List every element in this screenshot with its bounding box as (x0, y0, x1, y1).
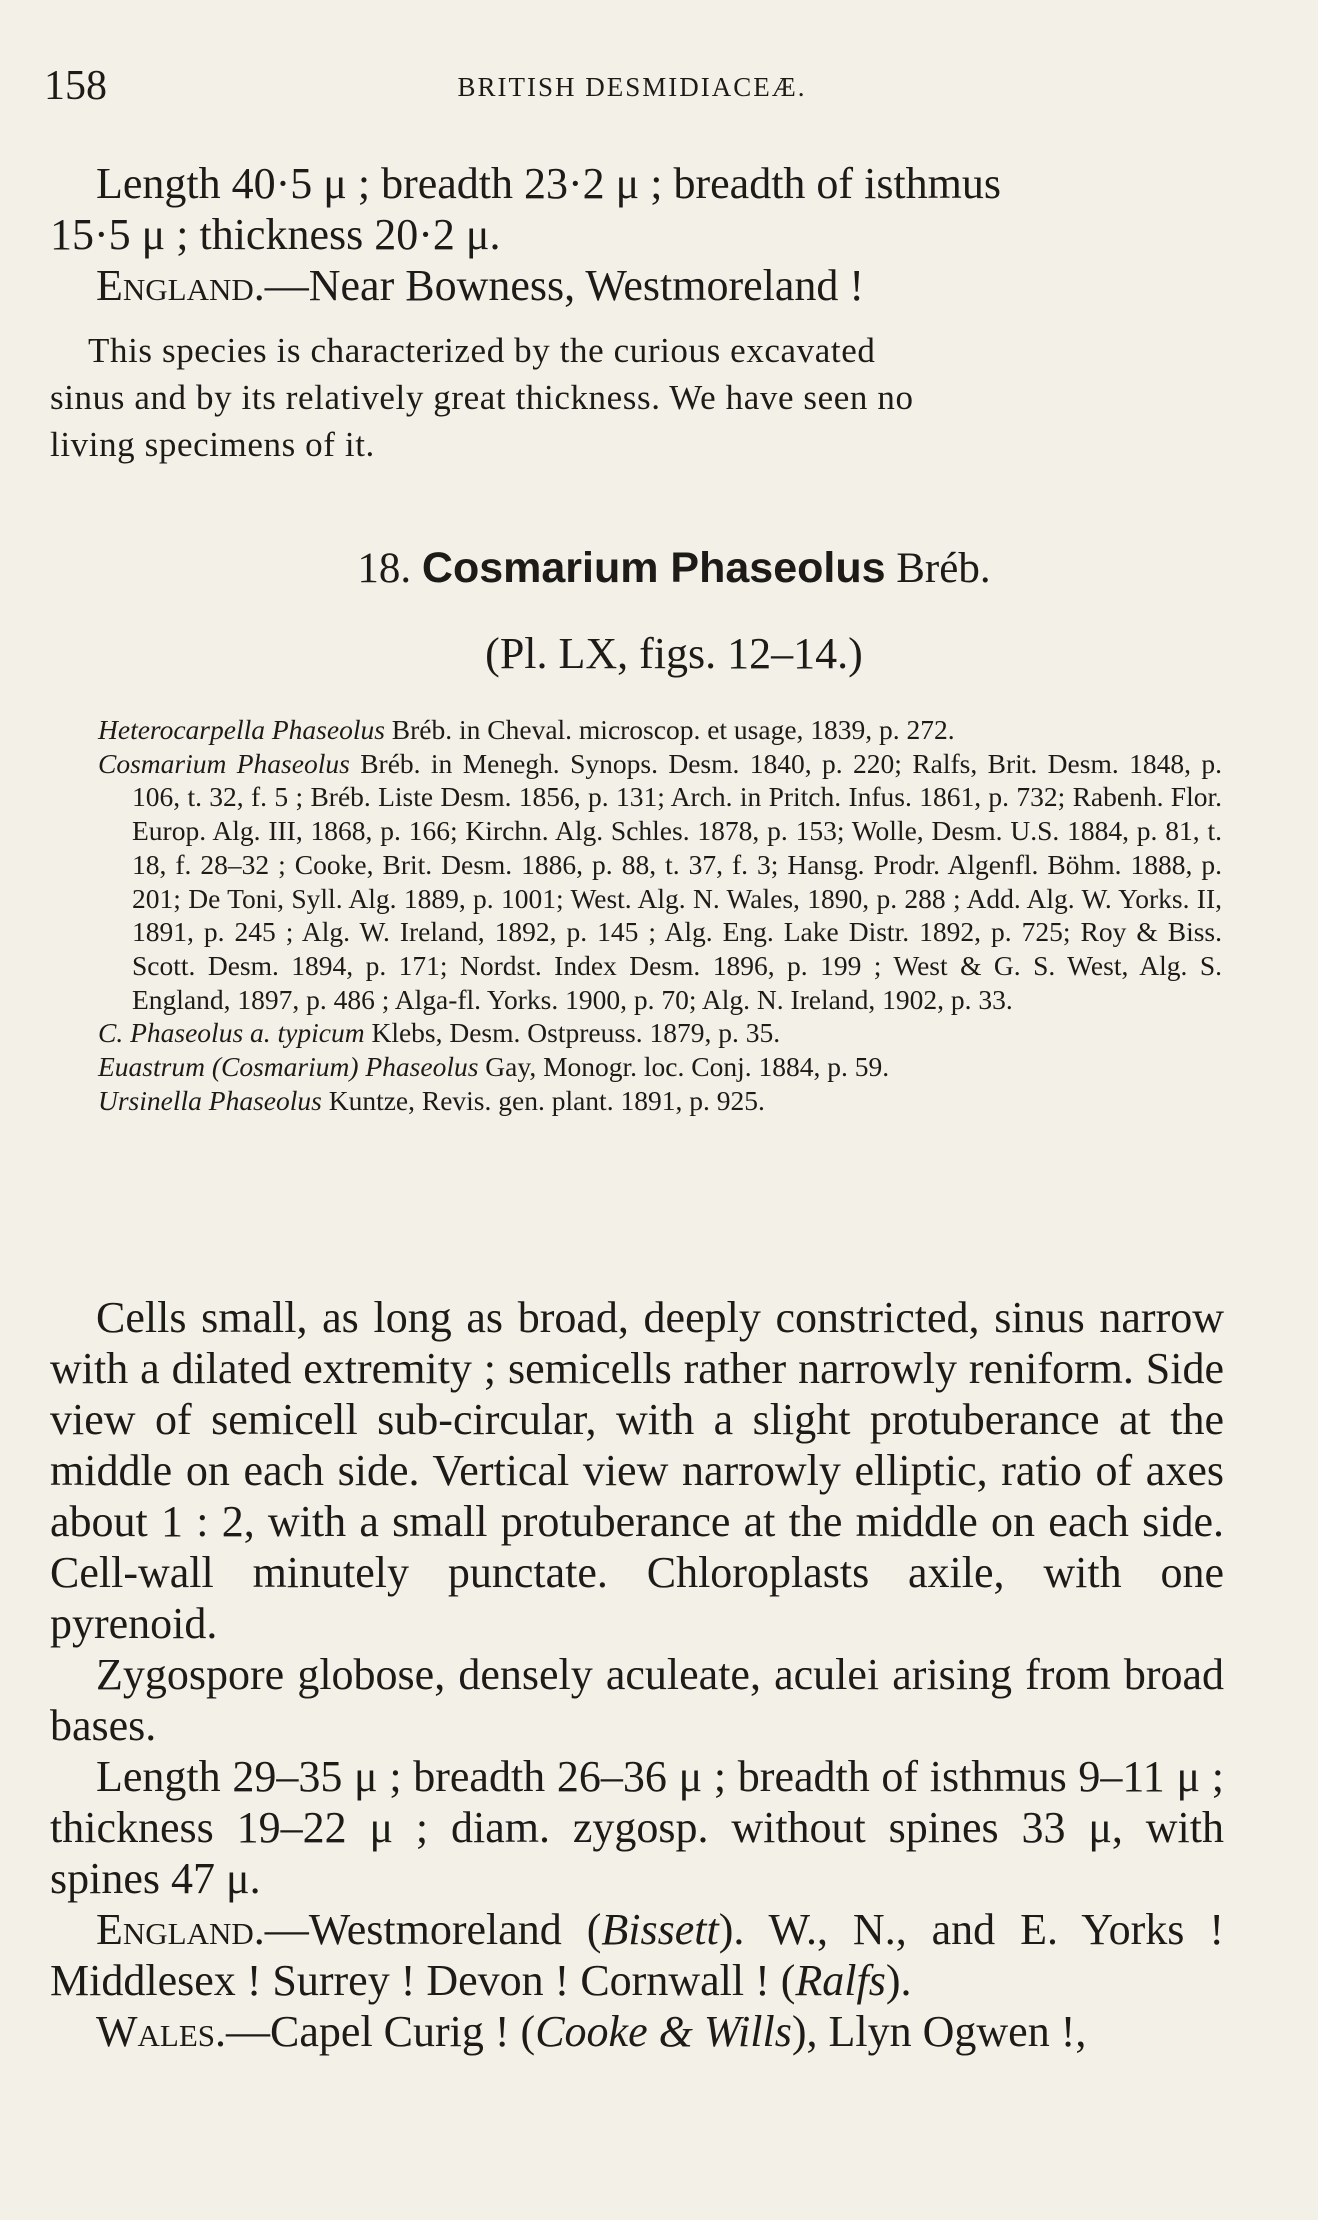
distribution-england: England.—Westmoreland (Bissett). W., N., and E. Yorks ! Middlesex ! Surrey ! Devon ! Cornwall ! (Ralfs). (50, 1905, 1224, 2005)
locality-england (50, 260, 1224, 311)
plate-reference: (Pl. LX, figs. 12–14.) (485, 629, 863, 678)
species-number: 18. (357, 545, 412, 592)
note-line-1: This species is characterized by the curious excavated (88, 331, 876, 370)
measurement-line-2: 15·5 μ ; thickness 20·2 μ. (50, 210, 501, 259)
running-title: BRITISH DESMIDIACEÆ. (457, 72, 807, 102)
distribution-wales: Wales.—Capel Curig ! (Cooke & Wills), Llyn Ogwen !, (96, 2007, 1087, 2056)
note-line-2: sinus and by its relatively great thickness. We have seen no (50, 378, 914, 417)
description-zygospore: Zygospore globose, densely aculeate, aculei arising from broad bases. (50, 1650, 1224, 1750)
synonym-entry: C. Phaseolus a. typicum Klebs, Desm. Ostpreuss. 1879, p. 35. (98, 1017, 781, 1049)
page-header (44, 62, 1220, 112)
species-note (50, 327, 1224, 468)
species-description (50, 1292, 1224, 2057)
species-heading (30, 544, 1318, 593)
description-measurements: Length 29–35 μ ; breadth 26–36 μ ; breadth of isthmus 9–11 μ ; thickness 19–22 μ ; diam. zygosp. without spines 33 μ, with spines 47 μ. (50, 1752, 1224, 1903)
region-label: England. (96, 1905, 265, 1954)
description-cells: Cells small, as long as broad, deeply constricted, sinus narrow with a dilated extremity ; semicells rather narrowly reniform. Side view of semicell sub-circular, with a slight protuberance at the middle on each side. Vertical view narrowly elliptic, ratio of axes about 1 : 2, with a small protuberance at the middle on each side. Cell-wall minutely punctate. Chloroplasts axile, with one pyrenoid. (50, 1293, 1224, 1648)
region-label: Wales. (96, 2007, 227, 2056)
page-number: 158 (44, 63, 107, 109)
region-label: England. (96, 261, 265, 310)
synonym-entry: Ursinella Phaseolus Kuntze, Revis. gen. plant. 1891, p. 925. (98, 1084, 765, 1116)
note-line-3: living specimens of it. (50, 425, 375, 464)
synonymy-list (98, 713, 1222, 1117)
synonym-entry: Cosmarium Phaseolus Bréb. in Menegh. Synops. Desm. 1840, p. 220; Ralfs, Brit. Desm. 1848, p. 106, t. 32, f. 5 ; Bréb. Liste Desm. 1856, p. 131; Arch. in Pritch. Infus. 1861, p. 732; Rabenh. Flor. Europ. Alg. III, 1868, p. 166; Kirchn. Alg. Schles. 1878, p. 153; Wolle, Desm. U.S. 1884, p. 81, t. 18, f. 28–32 ; Cooke, Brit. Desm. 1886, p. 88, t. 37, f. 3; Hansg. Prodr. Algenfl. Böhm. 1888, p. 201; De Toni, Syll. Alg. 1889, p. 1001; West. Alg. N. Wales, 1890, p. 288 ; Add. Alg. W. Yorks. II, 1891, p. 245 ; Alg. W. Ireland, 1892, p. 145 ; Alg. Eng. Lake Distr. 1892, p. 725; Roy & Biss. Scott. Desm. 1894, p. 171; Nordst. Index Desm. 1896, p. 199 ; West & G. S. West, Alg. S. England, 1897, p. 486 ; Alga-fl. Yorks. 1900, p. 70; Alg. N. Ireland, 1902, p. 33. (98, 747, 1222, 1015)
synonym-entry: Euastrum (Cosmarium) Phaseolus Gay, Monogr. loc. Conj. 1884, p. 59. (98, 1051, 890, 1083)
synonym-entry: Heterocarpella Phaseolus Bréb. in Cheval. microscop. et usage, 1839, p. 272. (98, 714, 955, 745)
species-author: Bréb. (896, 545, 991, 592)
measurement-line-1: Length 40·5 μ ; breadth 23·2 μ ; breadth of isthmus (96, 159, 1002, 208)
locality-text: —Near Bowness, Westmoreland ! (264, 261, 865, 310)
previous-species-measurements (50, 158, 1224, 311)
species-name: Cosmarium Phaseolus (421, 544, 886, 592)
